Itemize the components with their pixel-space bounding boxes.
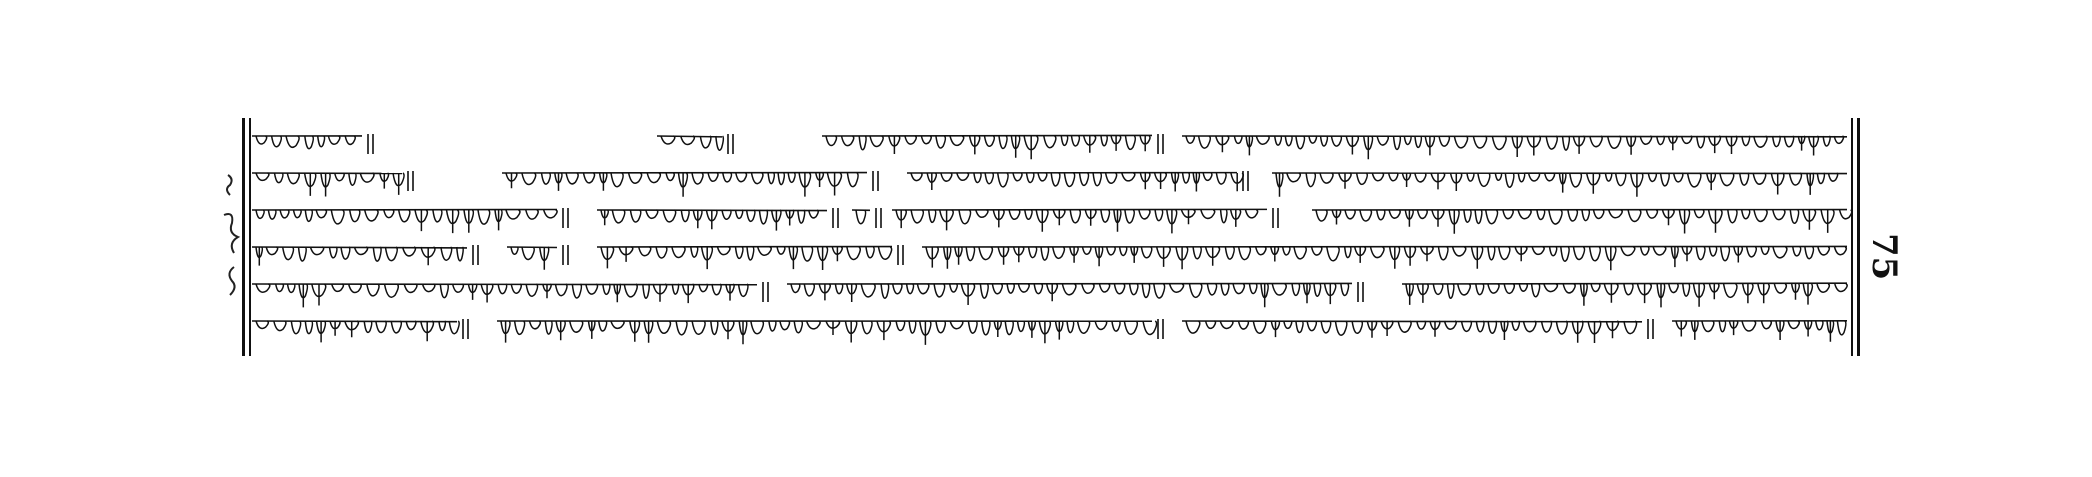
script-headstroke [252,321,457,322]
script-glyph-run [856,210,866,224]
script-line-1 [252,134,1847,159]
folio-number: 75 [1864,233,1904,281]
script-line-6 [252,319,1847,345]
script-glyph-run [1676,321,1846,342]
script-headstroke [787,283,1352,284]
left-border-inner [249,118,251,356]
shad-mark [368,134,373,154]
script-headstroke [657,136,722,137]
script-glyph-run [1406,284,1847,307]
script-glyph-run [601,247,892,270]
script-headstroke [922,246,1847,247]
script-glyph-run [911,173,1243,192]
script-glyph-run [256,210,557,233]
script-glyph-run [826,136,1150,159]
shad-mark [833,208,838,228]
shad-mark [763,282,768,302]
script-glyph-run [661,136,723,150]
shad-mark [873,171,878,191]
shad-mark [1648,319,1653,339]
margin-annotation [214,155,248,315]
script-glyph-run [791,284,1349,307]
shad-mark [728,134,733,154]
script-glyph-run [926,247,1846,270]
script-headstroke [252,284,757,285]
script-glyph-run [256,321,459,342]
shad-mark [898,245,903,265]
script-glyph-run [501,321,1157,345]
shad-mark [563,208,568,228]
shad-mark [1243,171,1248,191]
script-glyph-run [506,173,858,197]
manuscript-text-block [252,122,1847,352]
shad-mark [563,245,568,265]
shad-mark [1358,282,1363,302]
script-glyph-run [256,247,463,266]
script-line-2 [252,171,1847,197]
handwritten-script [252,122,1847,352]
script-glyph-run [256,284,748,307]
script-glyph-run [601,210,818,231]
shad-mark [1158,319,1163,339]
script-headstroke [507,247,557,248]
shad-mark [408,171,413,191]
script-glyph-run [1276,173,1838,197]
shad-mark [473,245,478,265]
script-glyph-run [256,136,355,149]
shad-mark [463,319,468,339]
shad-mark [876,208,881,228]
script-line-5 [252,282,1847,307]
margin-annotation-glyphs [214,155,248,315]
script-headstroke [1402,283,1847,284]
script-glyph-run [1186,321,1637,343]
shad-mark [1158,134,1163,154]
script-glyph-run [256,173,404,197]
script-line-3 [252,208,1852,234]
right-border-inner [1851,118,1853,356]
script-glyph-run [1316,210,1852,234]
script-headstroke [822,135,1152,136]
script-line-4 [252,245,1847,270]
script-glyph-run [511,247,549,270]
shad-mark [1273,208,1278,228]
script-glyph-run [896,210,1258,233]
script-glyph-run [1186,136,1843,159]
